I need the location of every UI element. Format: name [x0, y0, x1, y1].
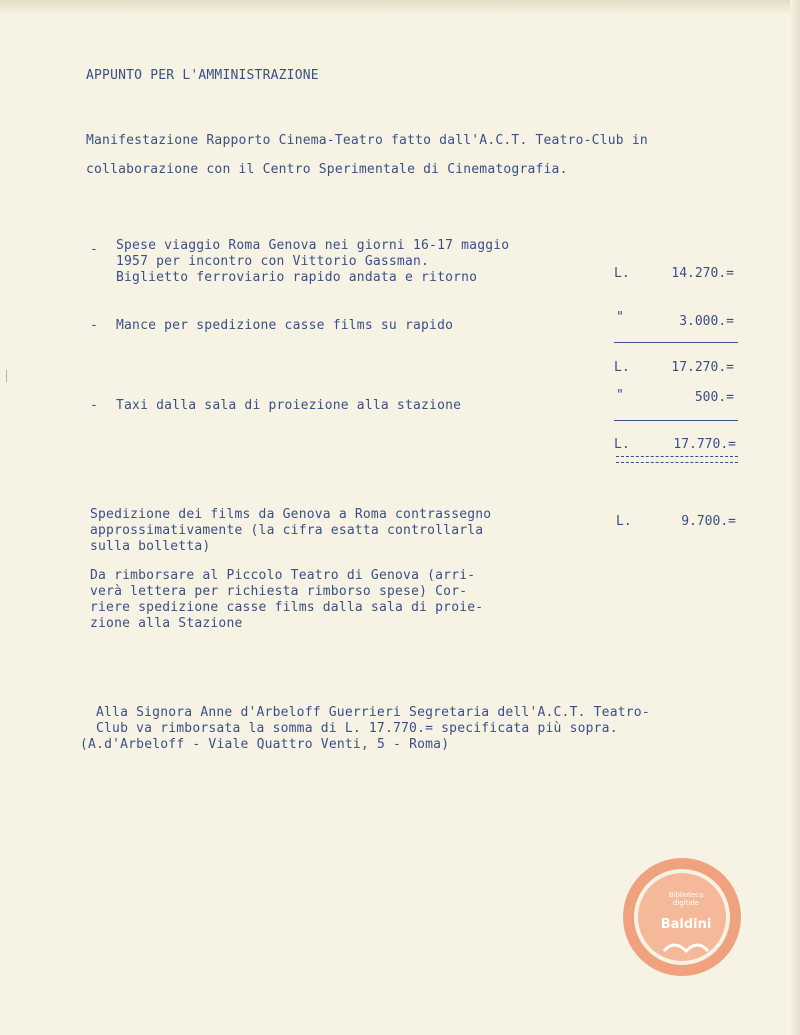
stamp-name: Baldini: [660, 917, 712, 932]
item-2-currency: ": [616, 310, 624, 325]
refund-line-4: zione alla Stazione: [90, 616, 243, 631]
open-book-icon: [662, 937, 710, 953]
item-3-line-1: Taxi dalla sala di proiezione alla stazione: [116, 398, 462, 413]
paper-edge-top: [0, 0, 800, 14]
intro-line-1: Manifestazione Rapporto Cinema-Teatro fatto dall'A.C.T. Teatro-Club in: [86, 133, 648, 148]
item-1-dash: -: [90, 242, 99, 257]
total-double-underline: [616, 456, 738, 463]
document-heading: APPUNTO PER L'AMMINISTRAZIONE: [86, 68, 319, 83]
total-amount: 17.770.=: [673, 437, 736, 452]
item-1-amount: 14.270.=: [671, 266, 734, 281]
item-2-line-1: Mance per spedizione casse films su rapido: [116, 318, 454, 333]
shipping-line-2: approssimativamente (la cifra esatta controllarla: [90, 523, 484, 538]
item-2-amount: 3.000.=: [679, 314, 734, 329]
stamp-small-text: [638, 891, 734, 907]
closing-line-2: Club va rimborsata la somma di L. 17.770.= specificata più sopra.: [96, 721, 618, 736]
total-rule: [614, 420, 738, 421]
item-3-dash: -: [90, 398, 99, 413]
stamp-small-line-1: Biblioteca: [668, 891, 704, 899]
shipping-line-1: Spedizione dei films da Genova a Roma contrassegno: [90, 507, 492, 522]
shipping-currency: L.: [616, 514, 632, 529]
refund-line-1: Da rimborsare al Piccolo Teatro di Genova (arri-: [90, 568, 476, 583]
item-1-currency: L.: [614, 266, 630, 281]
item-3-amount: 500.=: [694, 390, 734, 405]
stamp-small-line-2: digitale: [672, 899, 700, 907]
intro-line-2: collaborazione con il Centro Sperimentale di Cinematografia.: [86, 162, 568, 177]
item-1-line-1: Spese viaggio Roma Genova nei giorni 16-17 maggio: [116, 238, 510, 253]
closing-line-3: (A.d'Arbeloff - Viale Quattro Venti, 5 - Roma): [80, 737, 450, 752]
subtotal-amount: 17.270.=: [671, 360, 734, 375]
total-currency: L.: [614, 437, 630, 452]
item-3-currency: ": [616, 388, 624, 403]
subtotal-rule: [614, 342, 738, 343]
subtotal-currency: L.: [614, 360, 630, 375]
item-2-dash: -: [90, 318, 99, 333]
item-1-line-2: 1957 per incontro con Vittorio Gassman.: [116, 254, 430, 269]
refund-line-3: riere spedizione casse films dalla sala di proie-: [90, 600, 484, 615]
stamp-disc: [638, 873, 726, 961]
paper-mark: [6, 370, 10, 382]
paper-edge-right: [790, 0, 800, 1035]
library-stamp-logo: [623, 858, 741, 976]
shipping-amount: 9.700.=: [681, 514, 736, 529]
item-1-line-3: Biglietto ferroviario rapido andata e ritorno: [116, 270, 478, 285]
shipping-line-3: sulla bolletta): [90, 539, 211, 554]
refund-line-2: verà lettera per richiesta rimborso spese) Cor-: [90, 584, 468, 599]
closing-line-1: Alla Signora Anne d'Arbeloff Guerrieri Segretaria dell'A.C.T. Teatro-: [96, 705, 650, 720]
